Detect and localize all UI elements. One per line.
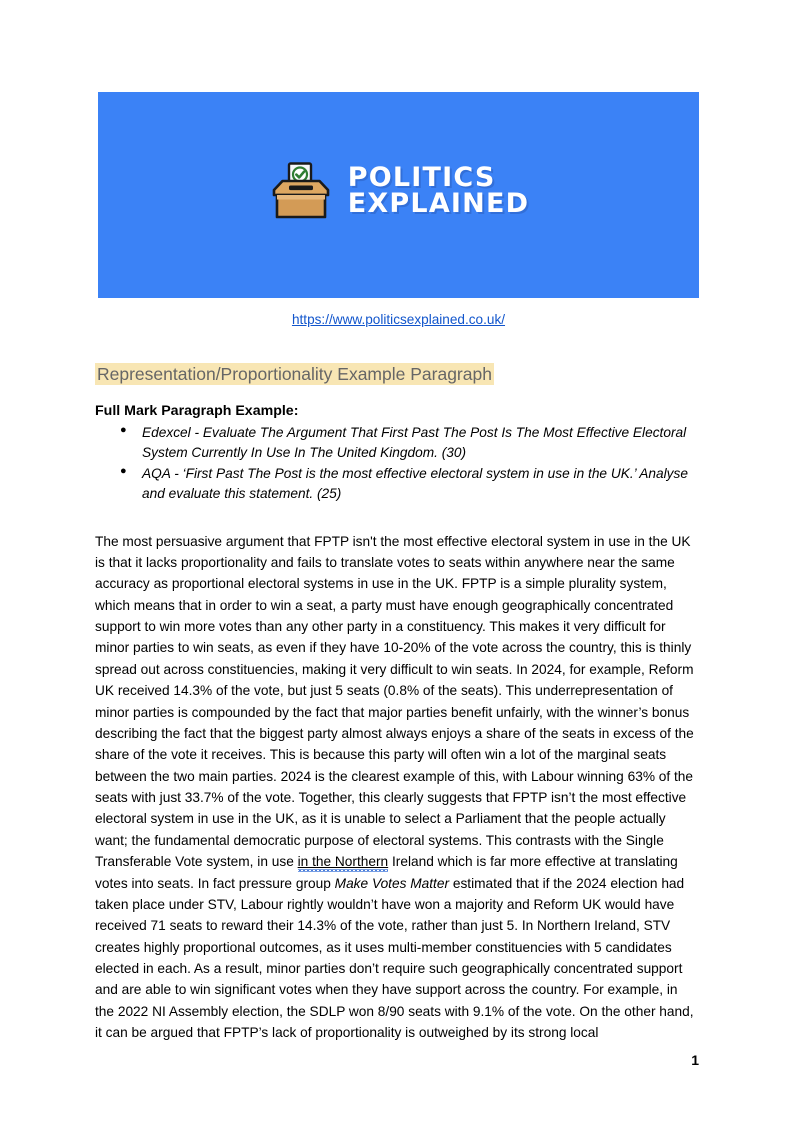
- site-url-link[interactable]: https://www.politicsexplained.co.uk/: [291, 312, 506, 327]
- page-number: 1: [691, 1052, 699, 1068]
- grammar-flagged-text[interactable]: in the Northern: [298, 854, 389, 872]
- list-item: ● AQA - ‘First Past The Post is the most effective electoral system in use in the UK.’ Analyse and evaluate this statement. (25): [140, 464, 699, 504]
- pressure-group-name: Make Votes Matter: [334, 875, 450, 891]
- paragraph-part-3: estimated that if the 2024 election had taken place under STV, Labour rightly wouldn’t have won a majority and Reform UK would have received 71 seats to reward their 14.3% of the vote, rather than just 5. In Northern Ireland, STV creates highly proportional outcomes, as it uses multi-member constituencies with 5 candidates elected in each. As a result, minor parties don’t require such geographically concentrated support and are able to win significant votes when they have support across the country. For example, in the 2022 NI Assembly election, the SDLP won 8/90 seats with 9.1% of the vote. On the other hand, it can be argued that FPTP’s lack of proportionality is outweighed by its strong local: [95, 875, 694, 1041]
- subheading: Full Mark Paragraph Example:: [95, 403, 299, 420]
- header-banner: [98, 92, 699, 298]
- page-title-wrapper: [95, 362, 699, 387]
- paragraph-part-1: The most persuasive argument that FPTP isn't the most effective electoral system in use in the UK is that it lacks proportionality and fails to translate votes to seats within anywhere near the same accuracy as proportional electoral systems in use in the UK. FPTP is a simple plurality system, which means that in order to win a seat, a party must have enough geographically concentrated support to win more votes than any other party in a constituency. This makes it very difficult for minor parties to win seats, as even if they have 10-20% of the vote across the country, this is thinly spread out across constituencies, making it very difficult to win seats. In 2024, for example, Reform UK received 14.3% of the vote, but just 5 seats (0.8% of the seats). This underrepresentation of minor parties is compounded by the fact that major parties benefit unfairly, with the winner’s bonus describing the fact that the biggest party almost always enjoys a share of the seats in excess of the share of the vote it receives. This is because this party will often win a lot of the marginal seats between the two main parties. 2024 is the clearest example of this, with Labour winning 63% of the seats with just 33.7% of the vote. Together, this clearly suggests that FPTP isn’t the most effective electoral system in use in the UK, as it is unable to select a Parliament that the people actually want; the fundamental democratic purpose of electoral systems. This contrasts with the Single Transferable Vote system, in use: [95, 533, 694, 870]
- ballot-box-icon: [268, 162, 334, 220]
- wordmark-line-2: EXPLAINED: [347, 188, 530, 219]
- paragraph-part-2: Ireland which is far more effective at translating votes into seats. In fact pressure group: [95, 854, 678, 891]
- brand-lockup: [268, 162, 529, 220]
- document-content: [95, 362, 699, 1044]
- list-item: ● Edexcel - Evaluate The Argument That First Past The Post Is The Most Effective Electoral System Currently In Use In The United Kingdom. (30): [140, 423, 699, 463]
- brand-wordmark: [347, 162, 530, 219]
- exam-prompt-list: [95, 423, 699, 505]
- page-title: Representation/Proportionality Example Paragraph: [97, 364, 492, 384]
- essay-paragraph: [95, 531, 699, 1044]
- wordmark-line-1: POLITICS: [347, 162, 496, 194]
- site-url: [98, 312, 699, 327]
